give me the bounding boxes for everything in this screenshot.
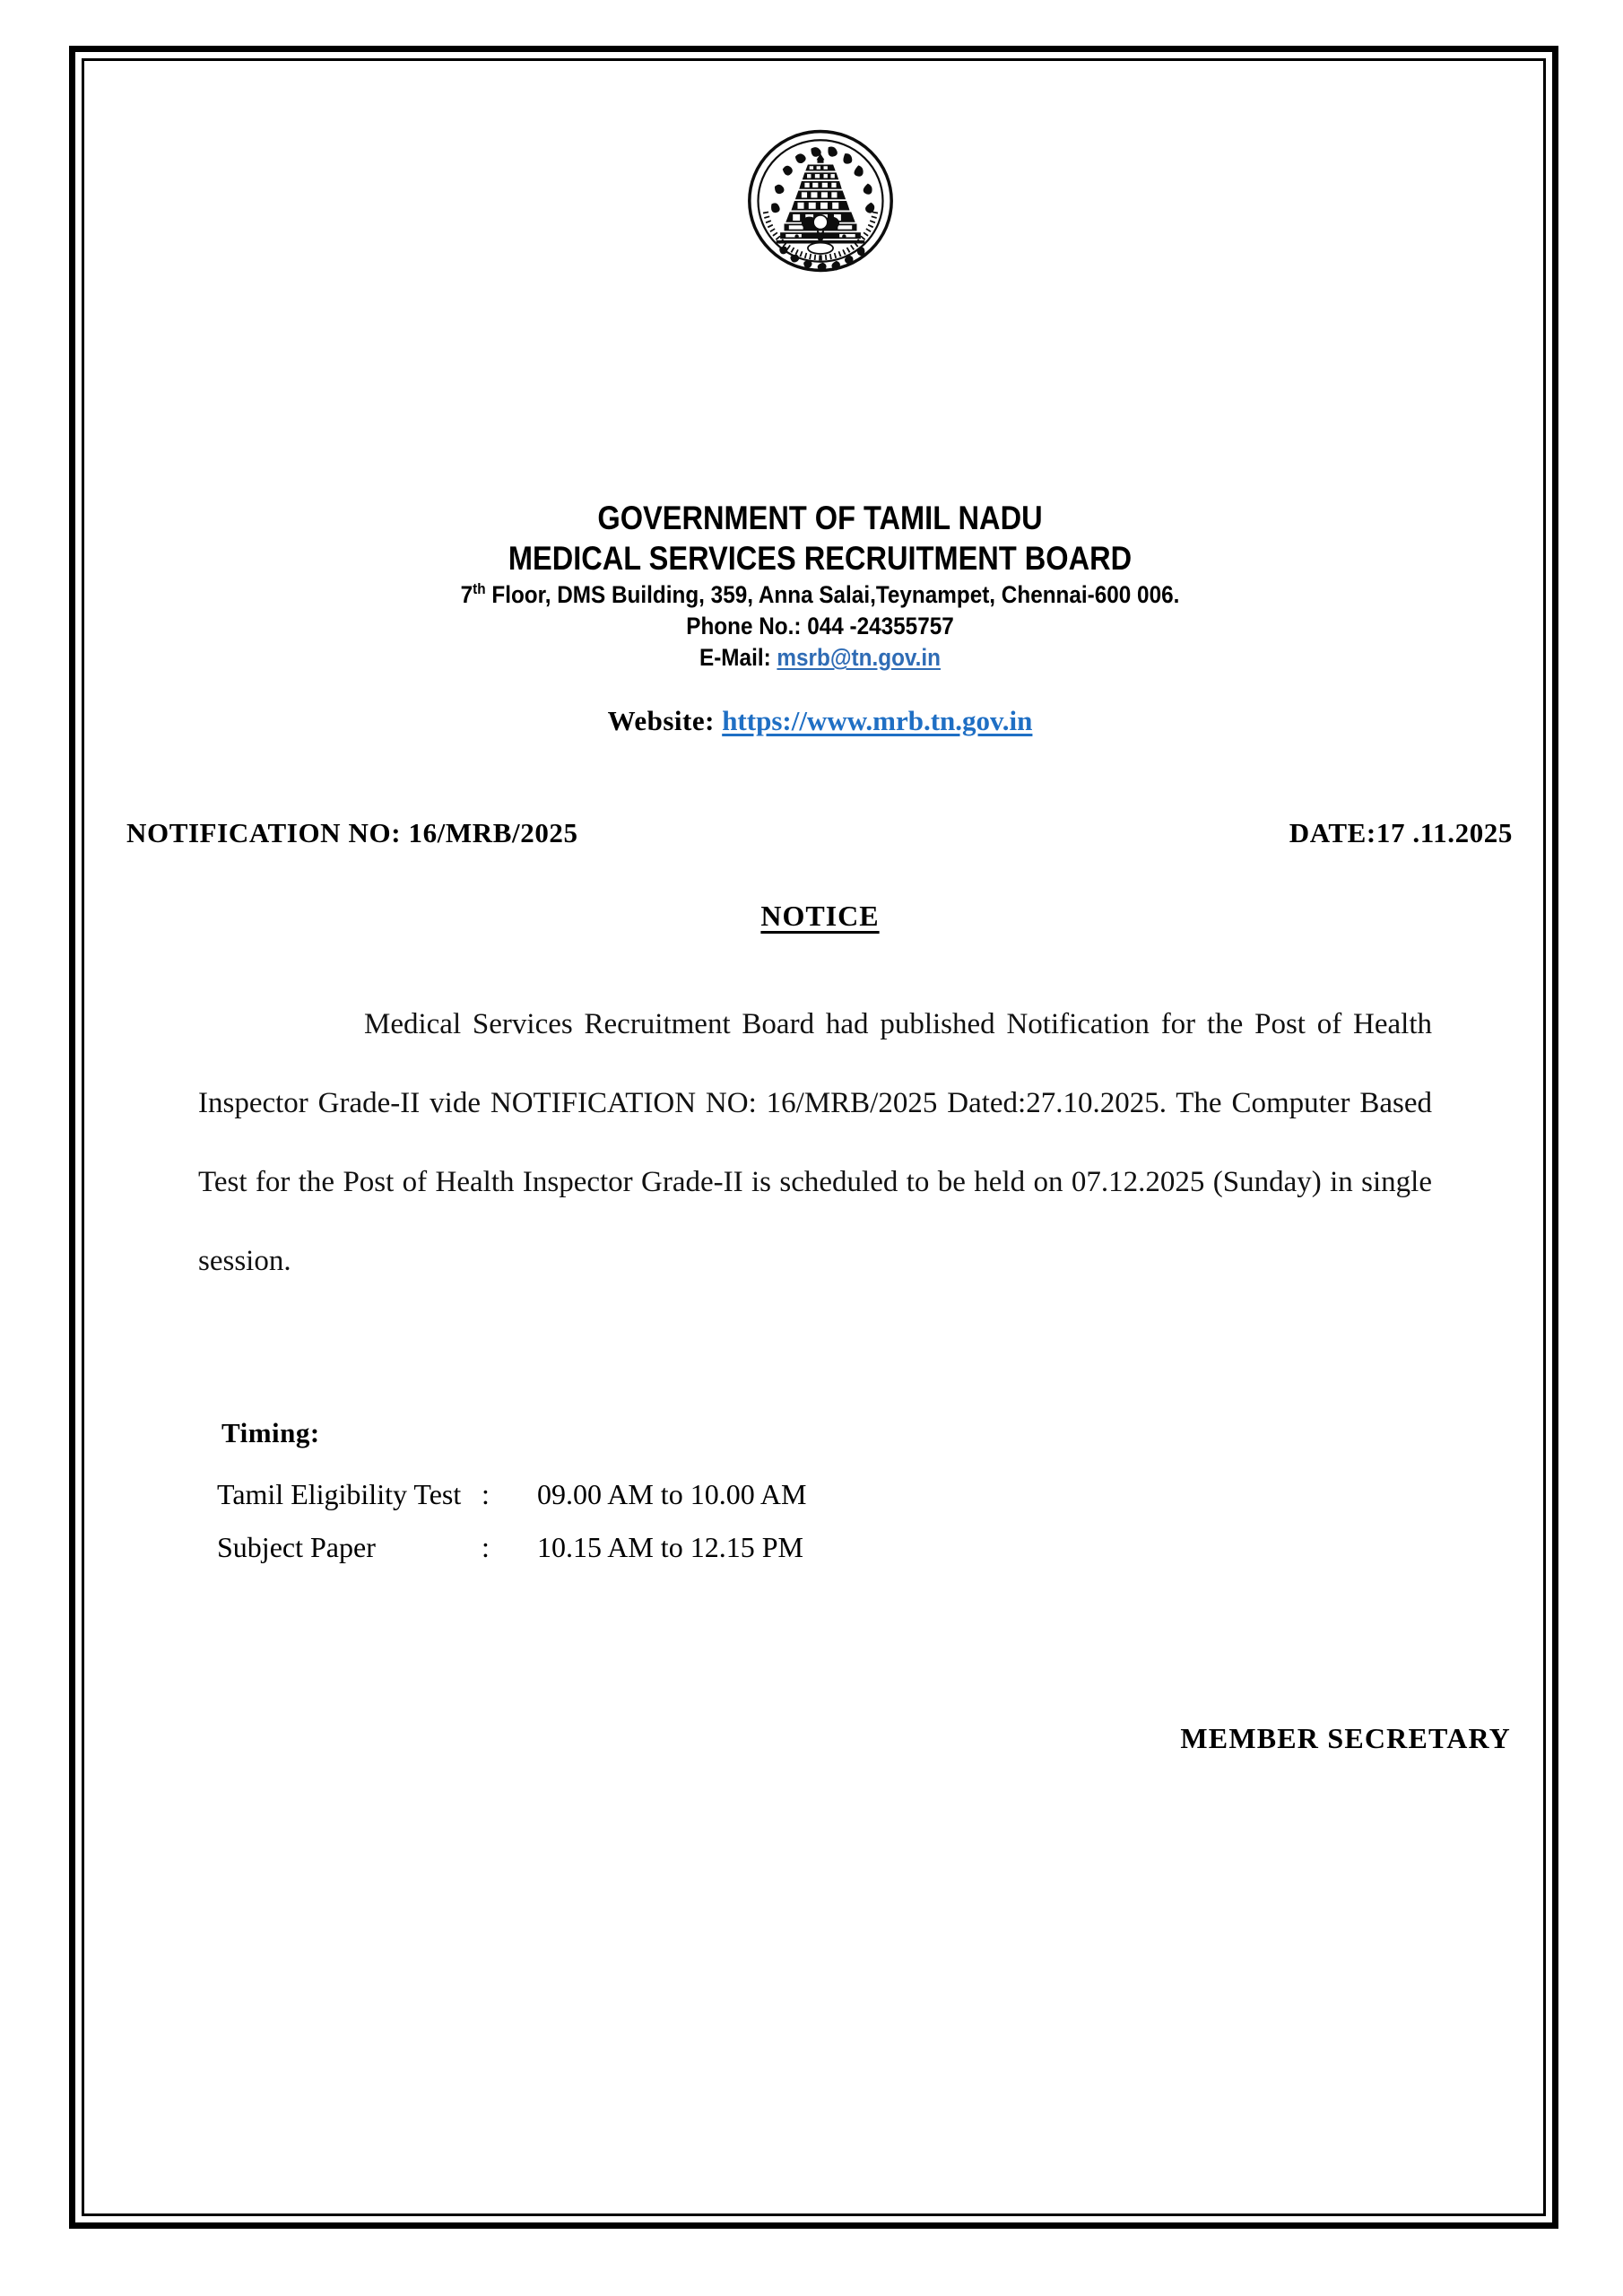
notification-number: NOTIFICATION NO: 16/MRB/2025 [126, 817, 578, 848]
address-line [150, 579, 1490, 611]
timing-table [217, 1478, 806, 1584]
government-title: GOVERNMENT OF TAMIL NADU [597, 500, 1043, 536]
timing-value: 10.15 AM to 12.15 PM [537, 1531, 803, 1563]
email-line [150, 641, 1490, 674]
timing-colon: : [482, 1478, 490, 1510]
phone-line: Phone No.: 044 -24355757 [686, 613, 954, 639]
page-border-outer [69, 46, 1558, 2229]
document-content [75, 52, 1565, 2235]
notice-heading [75, 900, 1565, 933]
website-link[interactable]: https://www.mrb.tn.gov.in [722, 705, 1033, 736]
timing-label: Tamil Eligibility Test [217, 1478, 462, 1510]
website-label: Website: [607, 705, 723, 736]
board-title: MEDICAL SERVICES RECRUITMENT BOARD [508, 540, 1133, 577]
table-row [217, 1531, 806, 1584]
timing-value: 09.00 AM to 10.00 AM [537, 1478, 807, 1510]
website-line [75, 705, 1565, 737]
address-floor-number: 7 [460, 581, 473, 608]
timing-label: Subject Paper [217, 1531, 376, 1563]
letterhead [75, 498, 1565, 674]
notice-heading-text: NOTICE [760, 900, 880, 932]
email-label: E-Mail: [699, 644, 777, 671]
emblem-container [75, 122, 1565, 284]
tamil-nadu-government-emblem-icon [742, 122, 899, 280]
timing-title: Timing: [221, 1417, 320, 1448]
notification-date: DATE:17 .11.2025 [1289, 817, 1513, 848]
table-row [217, 1478, 806, 1531]
notice-body-paragraph: Medical Services Recruitment Board had published Notification for the Post of Health Inspector Grade-II vide NOTIFICATION NO: 16/MRB/2025 Dated:27.10.2025. The Computer Based Test for the Post of Health Inspector Grade-II is scheduled to be held on 07.12.2025 (Sunday) in single session. [198, 1008, 1432, 1277]
timing-colon: : [482, 1531, 490, 1563]
address-rest: Floor, DMS Building, 359, Anna Salai,Teynampet, Chennai-600 006. [485, 581, 1180, 608]
signature-designation: MEMBER SECRETARY [1180, 1722, 1511, 1754]
address-ordinal-suffix: th [473, 580, 486, 597]
email-link[interactable]: msrb@tn.gov.in [777, 644, 941, 671]
